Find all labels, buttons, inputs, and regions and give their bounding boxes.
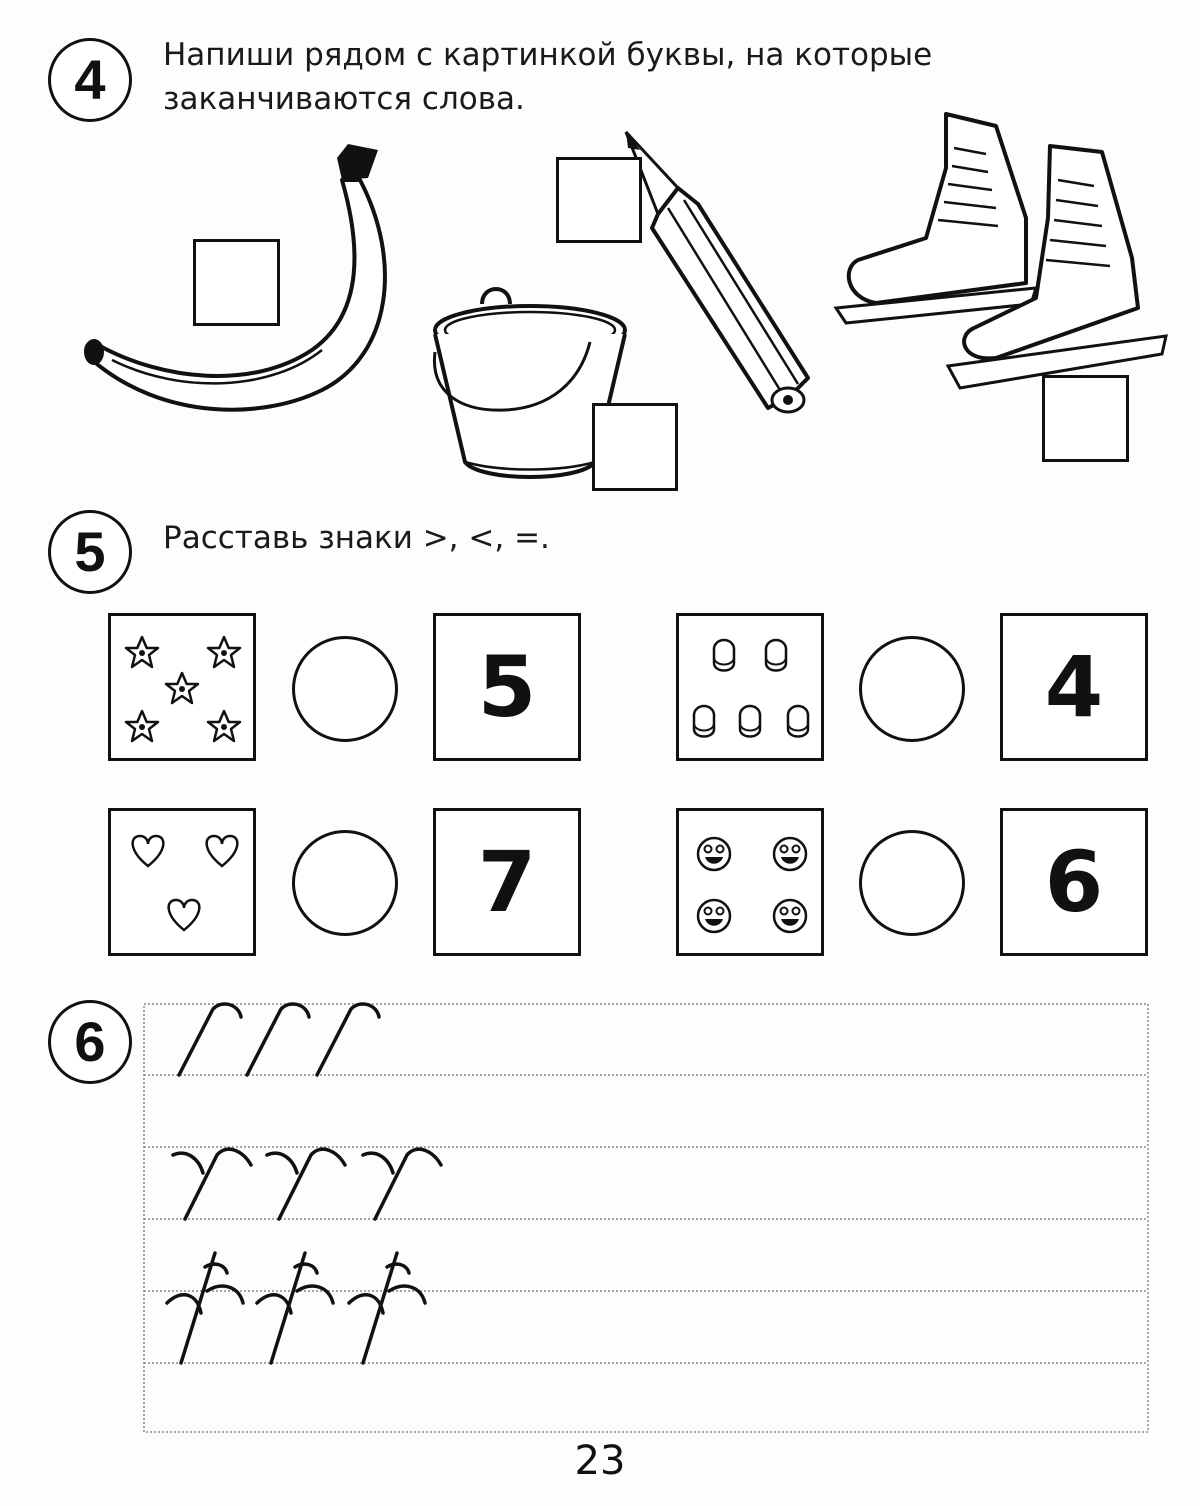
handwriting-practice-area[interactable] [143, 1003, 1151, 1435]
task-4-instruction-line-2: заканчиваются слова. [163, 81, 525, 117]
compare-circle-4[interactable] [859, 830, 965, 936]
letter-sample [179, 1004, 241, 1075]
star-icon [126, 637, 158, 667]
coin-stack-icon [694, 706, 714, 737]
stars-box [108, 613, 256, 761]
letter-sample [173, 1149, 251, 1219]
digit-box-1: 5 [433, 613, 581, 761]
task-5-number: 5 [48, 510, 132, 594]
coins-box [676, 613, 824, 761]
task-4-instruction [163, 33, 932, 121]
smiley-icon [698, 900, 730, 932]
skates-answer-box[interactable] [1042, 375, 1129, 462]
heart-icon [169, 900, 200, 930]
task-4-instruction-line-1: Напиши рядом с картинкой буквы, на которые [163, 37, 933, 73]
star-icon [126, 711, 158, 741]
digit-box-3: 7 [433, 808, 581, 956]
compare-circle-3[interactable] [292, 830, 398, 936]
coin-stack-icon [766, 640, 786, 671]
letter-sample [167, 1253, 243, 1363]
compare-circle-1[interactable] [292, 636, 398, 742]
smiley-icon [774, 900, 806, 932]
smiley-icon [774, 838, 806, 870]
coin-stack-icon [740, 706, 760, 737]
task-4-number: 4 [48, 38, 132, 122]
smileys-box [676, 808, 824, 956]
letter-sample [247, 1004, 309, 1075]
heart-icon [207, 836, 238, 866]
coin-stack-icon [788, 706, 808, 737]
star-icon [208, 637, 240, 667]
digit-box-4: 6 [1000, 808, 1148, 956]
task-5-instruction: Расставь знаки >, <, =. [163, 520, 550, 556]
star-icon [166, 673, 198, 703]
task-6-number: 6 [48, 1000, 132, 1084]
hearts-box [108, 808, 256, 956]
letter-sample [267, 1149, 345, 1219]
pencil-answer-box[interactable] [556, 157, 642, 243]
heart-icon [133, 836, 164, 866]
smiley-icon [698, 838, 730, 870]
page-number: 23 [574, 1438, 626, 1484]
letter-sample [349, 1253, 425, 1363]
banana-answer-box[interactable] [193, 239, 280, 326]
pencil-picture [618, 128, 818, 428]
compare-circle-2[interactable] [859, 636, 965, 742]
letter-sample [317, 1004, 379, 1075]
digit-box-2: 4 [1000, 613, 1148, 761]
letter-sample [257, 1253, 333, 1363]
letter-sample [363, 1149, 441, 1219]
coin-stack-icon [714, 640, 734, 671]
star-icon [208, 711, 240, 741]
